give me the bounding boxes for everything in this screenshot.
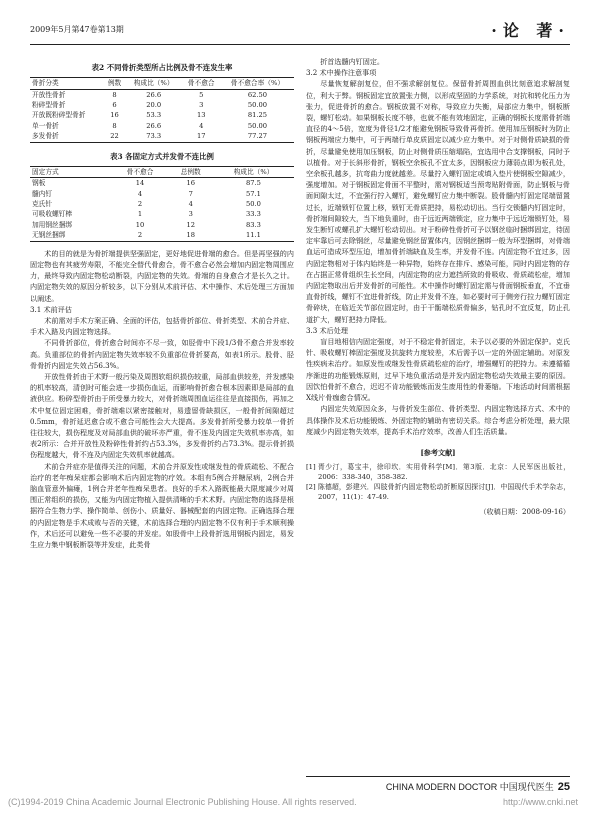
paragraph: 开放性骨折由于术野一般污染及周围软组织损伤较重，局部血供较差，并发感染的机率较高，清创时可能会进一步损伤血运，而影响骨折愈合根本因素即是局部的血液供应。粉碎型骨折由于所受暴力较大，对骨折端周围血运往往是直接损伤，再加之术中复位固定困难，骨折端难以紧密接触对，易遗留骨缺损区，一般骨折间隙超过0.5mm，骨折延迟愈合或不愈合可能性会大大提高。多发骨折所受暴力较单一骨折往往较大，损伤程度及对局部血供的破坏亦严重，骨不连及内固定失效机率亦高，如表2所示：合并开放性及粉碎性骨折约占53.3%，多发骨折约占73.3%。提示骨折损伤程度越大，骨不连及内固定失效机率就越高。 [30,371,294,460]
right-column [306,56,570,517]
table-cell: 单一骨折 [32,121,59,130]
table-cell: 62.50 [247,90,268,99]
reference-number: [2] [306,483,316,492]
paragraph: 折首选髓内钉固定。 [320,57,385,66]
reference-item: [2] 陈德超，彭建兴．四肢骨折内固定物松动折断原因探讨[J]．中国现代手术学杂志，2007，11(1)：47-49. [306,483,570,502]
table-cell: 87.5 [246,179,261,188]
section-heading: 3.2 术中操作注意事项 [306,68,377,78]
table-header-cell: 总例数 [180,167,201,176]
section-heading: 3.3 术后处理 [306,325,348,335]
table-cell: 16 [110,111,119,120]
paragraph: 内固定失效原因众多，与骨折发生部位、骨折类型、内固定物选择方式、术中的具体操作及术后功能锻炼、外固定物的辅助有密切关系。综合考虑分析处理，最大限度减少内固定物失效率，提高手术治疗效率，改善人们生活质量。 [306,404,570,436]
table-row [30,189,294,199]
table-cell: 26.6 [146,90,162,99]
footer-rule [306,776,570,777]
section-heading: 3.1 术前评估 [30,304,72,314]
table-row [30,121,294,131]
table-cell: 1 [137,210,143,219]
table-cell: 多发骨折 [32,132,59,141]
table-row [30,220,294,230]
table-cell: 26.6 [146,121,162,130]
paragraph: 术前合并症亦是值得关注的问题，术前合并原发性或继发性的骨质疏松、不配合治疗的老年痴呆症都会影响术后内固定物的疗效。本组有5例合并糖尿病，2例合并脑血管意外偏瘫，1例合并老年性痴呆患者。良好的手术入路既能最大限度减少对周围正常组织的损伤，又能为内固定物植入提供清晰的手术术野。内固定物的选择是根据符合生物力学、操作简单、创伤小、质量好、器械配套的内固定物。正确选择合理的内固定物是手术成败与否的关键，术前选择合理的内固定物不仅有利于手术顺利操作，术后还可以避免一些不必要的并发症。如股骨中上段骨折选用钢板内固定，易发生应力集中钢板断裂等并发症，此类骨 [30,461,294,549]
header-rule [30,44,570,45]
table3-title: 表3 各固定方式并发骨不连比例 [110,151,214,161]
table-cell: 22 [110,132,119,141]
reference-list [306,462,570,502]
table-cell: 8 [112,90,117,99]
table-cell: 81.25 [247,111,268,120]
table-cell: 可吸收螺钉棒 [32,210,73,219]
table-header-cell: 固定方式 [32,167,59,176]
left-body-text [30,248,294,550]
table-header-cell: 骨不愈合 [126,167,154,176]
table-cell: 57.1 [246,189,261,198]
table-cell: 6 [112,101,117,110]
table-cell: 开放既粉碎型骨折 [32,111,86,120]
table-cell: 克氏针 [32,200,53,209]
paragraph: 盲目地相信内固定强度，对于不稳定骨折固定，未予以必要的外固定保护。克氏针、吸收螺钉棒固定强度及抗旋转力度较差，术后需予以一定的外固定辅助。对原发性疾病未治疗。如原发性或继发性骨质疏松症的治疗，增强螺钉的把持力。未遵循循序渐进的功能锻炼原则，过早下地负重活动是并发内固定物松动失效最主要的原因。因饮怕骨折不愈合，迟迟不肯功能锻炼而发生废用性的骨萎缩。下地活动时间需根据X线片骨痂愈合情况。 [306,337,570,403]
table2-title: 表2 不同骨折类型所占比例及骨不连发生率 [91,63,233,72]
references-title: [参考文献] [420,447,456,457]
table-cell: 钢板 [32,179,46,188]
table-cell: 2 [137,200,143,209]
table-row [30,131,294,142]
table-header-cell: 构成比（%） [233,167,274,176]
table-row [30,110,294,120]
paragraph: 术的目的就是为骨折端提供坚强固定，更好地促进骨端的愈合。但是再坚强的内固定物也有其疲劳寿限，不能完全替代骨愈合，骨不愈合必然会增加内固定物周围应力，最终导致内固定物松动断裂，内固定物的失效。骨端的自身愈合才是长久之计。内固定物失效的原因分析较多，以下分别从术前评估、术中操作、术后处理三方面加以阐述。 [30,248,294,303]
table-cell: 髓内钉 [32,189,53,198]
table-cell: 20.0 [146,101,162,110]
table-cell: 11.1 [246,231,261,240]
received-date: （收稿日期：2008-09-16） [479,507,570,517]
table-cell: 4 [188,200,193,209]
table3 [30,166,294,242]
left-column [30,56,294,550]
table-header-cell: 例数 [107,79,122,88]
table-header-cell: 骨不愈合 [187,79,215,88]
table-header-cell: 构成比（%） [133,79,174,88]
running-header [30,18,570,40]
table-cell: 83.3 [246,220,261,229]
table-row [30,178,294,189]
table-cell: 粉碎型骨折 [32,101,66,110]
table-cell: 5 [199,90,204,99]
reference-number: [1] [306,463,316,472]
page-number: 25 [557,781,570,793]
journal-name: CHINA MODERN DOCTOR 中国现代医生 [385,782,554,792]
table-cell: 16 [186,179,195,188]
table-cell: 53.3 [146,111,162,120]
table2 [30,77,294,142]
table-cell: 2 [137,231,143,240]
table-cell: 3 [199,101,204,110]
reference-item: [1] 胥少汀，葛宝丰，徐印坎．实用骨科学[M]．第3版．北京：人民军医出版社，2006：338-340，358-382. [306,463,570,482]
table-cell: 12 [186,220,195,229]
table-header-cell: 骨折分类 [32,79,59,88]
table-cell: 50.0 [246,200,261,209]
table-row [30,230,294,241]
table-cell: 17 [196,132,206,141]
table-cell: 33.3 [246,210,261,219]
table-cell: 开放性骨折 [32,90,66,99]
paragraph: 尽量恢复解剖复位，但不强求解剖复位。保留骨折周围血供比刻意追求解剖复位，利大于弊。钢板固定宜放置张力侧，以形成坚固的力学系统，对抗和转化压力为张力，促进骨折的愈合。钢板放置不对称，导致应力失衡，局部应力集中，钢板断裂，螺钉松动。如果钢板长度不够，也就不能有效地固定，正确的钢板长度需骨折端直径的4～5倍，宽度为骨径1/2才能避免钢板导致骨再骨折。使用加压钢板时为防止钢板两端应力集中，可于两端行单皮质固定以减少应力集中。对于对侧骨质缺损的骨折，尽量避免使用加压钢板，防止对侧骨质压缩塌陷，宜选用中合支撑钢板，同时予以植骨。对于长斜形骨折，钢板空余板孔不宜太多，因钢板应力薄弱点即为板孔处，空余板孔越多，抗弯曲力度就越差。尽量拧入螺钉固定或填入垫片使钢板空隙减少，强度增加。对于钢板固定骨面不平整时，需对钢板适当预弯贴附骨面，防止钢板与骨面间隙太过，不宜强行拧入螺钉，避免螺钉应力集中断裂。股骨髓内钉固定尾端留置过长，近端锁钉位置上移，锁钉无骨质把持，易松动切出。当行交锁髓内钉固定时，骨折端间隙较大，当下地负重时，由于远近两端锁定，应力集中于远近端锁钉处，易发生断钉或螺孔扩大螺钉松动切出。对于粉碎性骨折可予以钢丝临时捆绑固定，待固定牢靠后可去除钢丝，尽量避免钢丝留置体内，因钢丝捆绑一般为环型捆绑，对骨端血运可造成环型压迫，增加骨折端缺血及生率，并发骨不连。内固定物不宜过多，因内固定物相对于体内始终是一种异物，始终存在排斥、感染可能，同时内固定物的存在占据正常骨组织生长空间，内固定物的应力遮挡所致的骨吸收、骨质疏松症，增加内固定物取出后并发骨折的可能性。术中操作时螺钉固定需与骨面钢板垂直，不宜垂直骨折线，螺钉不宜进骨折线，防止并发骨不连，如必要时可于侧旁行拉力螺钉固定骨碎块，在临近关节部位固定时，由于干骺端松质骨偏多，钻孔时不宜反复，防止孔道扩大，螺钉把持力降低。 [306,79,570,324]
table-header-cell: 骨不愈合率（%） [230,79,285,88]
right-body-text [306,56,570,437]
table-row [30,209,294,219]
table-cell: 4 [199,121,204,130]
table-cell: 10 [135,220,145,229]
table-row [30,89,294,100]
table-row [30,199,294,209]
journal-footer [386,780,570,793]
table-cell: 7 [188,189,193,198]
section-label: ·论 著· [491,21,570,40]
paragraph: 术前需对手术方案正确、全面的评估，包括骨折部位、骨折类型、术前合并症、手术入路及内固定物选择。 [30,315,294,337]
table-cell: 8 [112,121,117,130]
table-cell: 无钢丝捆绑 [32,231,66,240]
table-row [30,100,294,110]
paragraph: 不同骨折部位，骨折愈合时间亦不尽一致，如胫骨中下段1/3骨不愈合并发率较高。负重部位的骨折内固定物失效率较不负重部位骨折要高，如表1所示。股骨、胫骨骨折内固定失效占56.3%。 [30,338,294,370]
issue-info: 2009年5月第47卷第13期 [30,25,124,34]
table-cell: 50.00 [247,101,268,110]
table-cell: 77.27 [247,132,268,141]
table-cell: 18 [186,231,195,240]
source-url: http://www.cnki.net [502,797,578,807]
table-cell: 4 [137,189,143,198]
copyright-notice: (C)1994-2019 China Academic Journal Electronic Publishing House. All rights reserved. [8,797,357,807]
table-cell: 加用钢丝捆绑 [32,220,73,229]
table-cell: 3 [188,210,193,219]
table-cell: 73.3 [146,132,162,141]
table-cell: 13 [196,111,206,120]
table-cell: 50.00 [247,121,268,130]
table-cell: 14 [135,179,145,188]
